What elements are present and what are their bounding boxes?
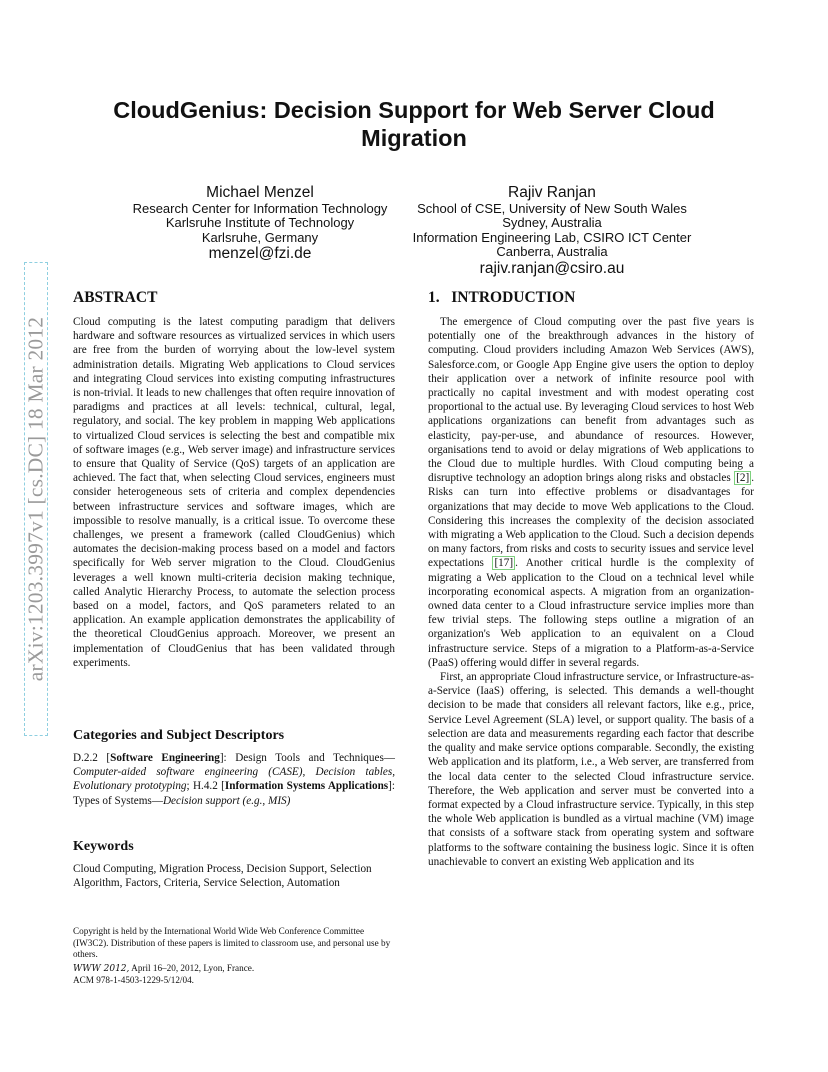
paragraph-text: The emergence of Cloud computing over the past five years is potentially one of the breakthrough advances in the history of computing. Cloud providers including Amazon Web Services (AWS), Salesforce.com, or Google App Engine give users the option to deploy their application over a network of infinite resource pool with practically no capital investment and with modest operating cost proportional to the actual use. By leveraging Cloud services to host Web applications organizations can benefit from advantages such as elasticity, pay-per-use, and abundance of resources. However, organisations tend to avoid or delay migrations of Web applications to the Cloud due to multiple hurdles. With Cloud computing being a disruptive technology an adoption brings along risks and obstacles — [428, 316, 754, 485]
category-detail: ]: Design Tools and Techniques— — [219, 752, 395, 764]
venue-name: WWW 2012, — [73, 963, 130, 974]
copyright-notice: Copyright is held by the International World Wide Web Conference Committee (IW3C2). Distribution of these papers is limited to classroom use, and personal use by others. — [73, 926, 391, 960]
abstract-heading: ABSTRACT — [73, 289, 158, 306]
author-email: menzel@fzi.de — [208, 245, 312, 263]
author-block-2 — [402, 184, 702, 278]
copyright-section — [73, 926, 395, 987]
paper-title: CloudGenius: Decision Support for Web Server Cloud Migration — [113, 97, 715, 151]
category-descriptor: Computer-aided software engineering (CASE), Decision tables, Evolutionary prototyping — [73, 766, 395, 793]
arxiv-id: arXiv:1203.3997v1 [cs.DC] 18 Mar 2012 — [23, 316, 48, 682]
author-affiliation-line: Information Engineering Lab, CSIRO ICT Center — [412, 229, 692, 245]
author-affiliation-line: Research Center for Information Technology — [132, 201, 388, 216]
paragraph-text: . Another critical hurdle is the complexity of migrating a Web application to the Cloud on a technical level while incorporating economical aspects. A migration from an organization-owned data center to a Cloud infrastructure service implies more than few trivial steps. The following steps outline a migration of an organization's Web application to an equivalent on a Cloud infrastructure service. Steps of a migration to a Platform-as-a-Service (PaaS) offering would differ in several regards. — [428, 557, 754, 669]
paragraph-text: . Risks can turn into effective problems or disadvantages for organizations that may decide to move Web applications to the Cloud. Considering this increases the complexity of the decision associated with migrating a Web application to the Cloud. Such a decision depends on many factors, from risks and costs to security issues and service level expectations — [428, 472, 754, 570]
venue-details: April 16–20, 2012, Lyon, France. — [129, 962, 255, 973]
author-affiliation-line: School of CSE, University of New South Wales — [417, 201, 687, 216]
author-email: rajiv.ranjan@csiro.au — [479, 259, 625, 277]
introduction-paragraph-1 — [428, 315, 754, 670]
citation-link-2[interactable]: [2] — [736, 472, 750, 485]
categories-heading: Categories and Subject Descriptors — [73, 728, 285, 743]
right-column — [428, 288, 754, 869]
category-code: D.2.2 [ — [73, 752, 111, 764]
author-affiliation-line: Karlsruhe Institute of Technology — [165, 215, 355, 231]
abstract-text: Cloud computing is the latest computing paradigm that delivers hardware and software resources as virtualized services in which users are free from the burden of worrying about the low-level system administration details. Migrating Web applications to Cloud services and integrating Cloud services into existing computing infrastructures is non-trivial. It leads to new challenges that often require innovation of paradigms and practices at all levels: technical, cultural, legal, regulatory, and social. The key problem in mapping Web applications to virtualized Cloud services is selecting the best and compatible mix of software images (e.g., Web server image) and infrastructure services to ensure that Quality of Service (QoS) targets of an application are achieved. The fact that, when selecting Cloud services, engineers must consider heterogeneous sets of criteria and complex dependencies between infrastructure services and software images, which are impossible to resolve manually, is a critical issue. To overcome these challenges, we present a framework (called CloudGenius) which automates the decision-making process based on a model and factors specifically for Web server migration to the Cloud. CloudGenius leverages a well known multi-criteria decision making technique, called Analytic Hierarchy Process, to automate the selection process based on a model, factors, and QoS parameters related to an application. An example application demonstrates the applicability of the theoretical CloudGenius approach. Moreover, we present an implementation of CloudGenius that has been validated through experiments. — [73, 316, 395, 669]
keywords-section — [73, 838, 395, 890]
author-affiliation-line: Canberra, Australia — [496, 244, 608, 260]
categories-text — [73, 751, 395, 808]
acm-number: ACM 978-1-4503-1229-5/12/04. — [73, 975, 194, 986]
categories-section — [73, 727, 395, 808]
citation-link-17[interactable]: [17] — [494, 557, 514, 570]
author-affiliation-line: Karlsruhe, Germany — [201, 229, 319, 245]
keywords-heading: Keywords — [73, 839, 134, 854]
category-code: ; H.4.2 [ — [186, 780, 225, 793]
category-detail: ]: Types of Systems— — [73, 780, 395, 807]
introduction-paragraph-2: First, an appropriate Cloud infrastructure service, or Infrastructure-as-a-Service (IaaS) offering, is selected. This demands a well-thought decision to be made that considers all relevant factors, like e.g., price, Service Level Agreement (SLA) level, or support quality. The basis of a selection are data and measurements regarding each factor that describe the quality and make service options comparable. Secondly, the existing Web application and its platform, i.e., a Web server, are transferred from the local data center to the selected Cloud infrastructure service. Therefore, the Web application and server must be converted into a format expected by a Cloud infrastructure service. Typically, in this step the whole Web application is bundled as a virtual machine (VM) image that consists of a software stack from operating system and software platforms to the software containing the business logic. Since it is often unachievable to convert an existing Web application and its — [428, 671, 754, 868]
category-descriptor: Decision support (e.g., MIS) — [162, 794, 291, 807]
introduction-heading: 1. INTRODUCTION — [428, 289, 576, 306]
author-block-1 — [100, 184, 420, 263]
arxiv-stamp — [24, 262, 48, 736]
category-name: Information Systems Applications — [224, 780, 389, 793]
author-name: Rajiv Ranjan — [508, 184, 596, 201]
venue-line — [73, 963, 395, 976]
author-affiliation-line: Sydney, Australia — [502, 215, 602, 231]
abstract-section — [73, 288, 395, 670]
keywords-text: Cloud Computing, Migration Process, Decision Support, Selection Algorithm, Factors, Criteria, Service Selection, Automation — [73, 863, 372, 890]
category-name: Software Engineering — [110, 752, 220, 764]
author-name: Michael Menzel — [206, 184, 314, 201]
